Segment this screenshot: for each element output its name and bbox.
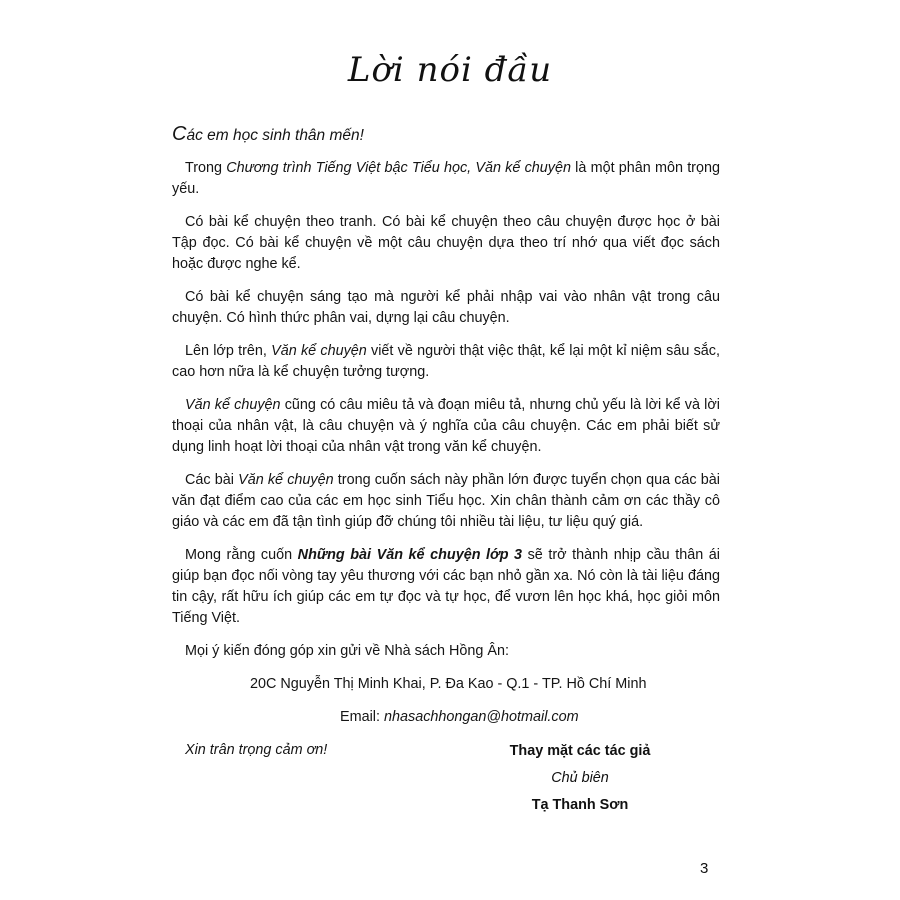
paragraph-1 [172, 158, 720, 200]
address-line: 20C Nguyễn Thị Minh Khai, P. Đa Kao - Q.1 - TP. Hồ Chí Minh [250, 676, 647, 692]
signature-line-1: Thay mặt các tác giả [509, 743, 651, 759]
greeting [172, 124, 720, 146]
closing-thanks: Xin trân trọng cảm ơn! [185, 742, 328, 758]
greeting-initial: C [172, 123, 187, 145]
greeting-text: ác em học sinh thân mến! [186, 127, 364, 144]
text: Các bài [185, 472, 239, 488]
paragraph-6 [172, 470, 720, 533]
page-title: Lời nói đầu [347, 50, 553, 90]
text: cũng có câu miêu tả và đoạn miêu tả, nhưng chủ yếu là lời kể và lời thoại của nhân vật, là câu chuyện và ý nghĩa của câu chuyện. Các em phải biết sử dụng linh hoạt lời thoại của nhân vật trong văn kể chuyện. [172, 397, 720, 455]
text: Mong rằng cuốn [185, 547, 298, 563]
text: Lên lớp trên, [185, 343, 272, 359]
email-line [172, 707, 720, 728]
signature-block [450, 738, 710, 819]
text: là một phân môn trọng yếu. [172, 160, 720, 197]
italic-text: Văn kể chuyện [185, 397, 281, 413]
text: Trong [185, 160, 227, 176]
email-value: nhasachhongan@hotmail.com [383, 709, 579, 725]
page-number: 3 [700, 860, 709, 877]
paragraph-2: Có bài kể chuyện theo tranh. Có bài kể chuyện theo câu chuyện được học ở bài Tập đọc. Có bài kể chuyện về một câu chuyện dựa theo trí nhớ qua viết đọc sách hoặc được nghe kể. [172, 214, 720, 272]
preface-body [172, 124, 720, 773]
text: sẽ trở thành nhịp cầu thân ái giúp bạn đọc nối vòng tay yêu thương với các bạn nhỏ gần xa. Nó còn là tài liệu đáng tin cậy, rất hữu ích giúp các em tự đọc và tự học, để vươn lên học khá, học giỏi môn Tiếng Việt. [172, 547, 720, 626]
text: viết về người thật việc thật, kể lại một kỉ niệm sâu sắc, cao hơn nữa là kể chuyện tưởng tượng. [172, 343, 721, 380]
paragraph-4 [172, 341, 720, 383]
italic-text: Văn kể chuyện [271, 343, 367, 359]
paragraph-5 [172, 395, 720, 458]
book-title: Những bài Văn kể chuyện lớp 3 [297, 547, 523, 563]
italic-text: Chương trình Tiếng Việt bậc Tiểu học, Văn kể chuyện [226, 160, 571, 176]
signature-name: Tạ Thanh Sơn [531, 797, 629, 813]
text: trong cuốn sách này phần lớn được tuyển chọn qua các bài văn đạt điểm cao của các em học sinh Tiểu học. Xin chân thành cảm ơn các thầy cô giáo và các em đã tận tình giúp đỡ chúng tôi nhiều tài liệu, tư liệu quý giá. [172, 472, 720, 530]
italic-text: Văn kể chuyện [238, 472, 334, 488]
paragraph-3: Có bài kể chuyện sáng tạo mà người kể phải nhập vai vào nhân vật trong câu chuyện. Có hình thức phân vai, dựng lại câu chuyện. [172, 289, 720, 326]
email-label: Email: [340, 709, 384, 725]
signature-line-2: Chủ biên [551, 770, 609, 786]
paragraph-8: Mọi ý kiến đóng góp xin gửi về Nhà sách Hồng Ân: [185, 643, 510, 659]
paragraph-7 [172, 545, 720, 629]
